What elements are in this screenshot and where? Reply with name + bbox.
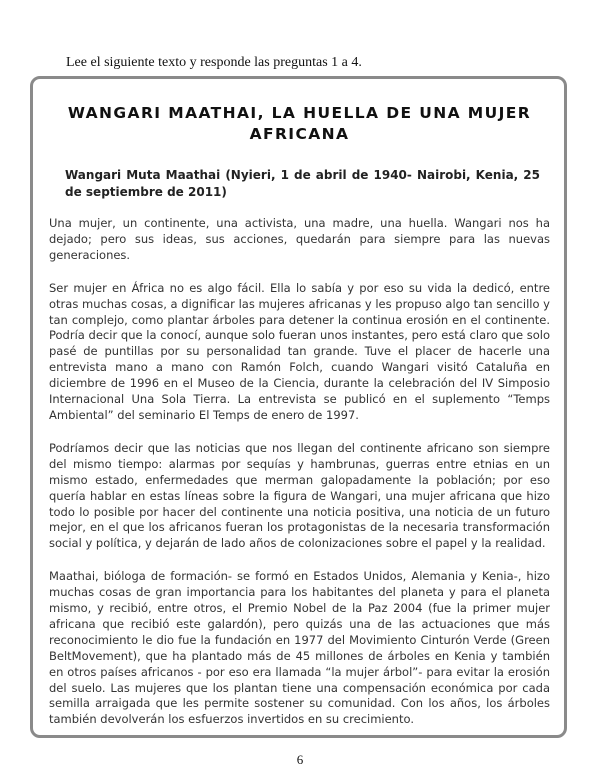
article-paragraph-2: Ser mujer en África no es algo fácil. Ella lo sabía y por eso su vida la dedicó, entre otras muchas cosas, a dignificar las mujeres africanas y les propuso algo tan sencillo y tan complejo, como plantar árboles para detener la continua erosión en el continente. Podría decir que la conocí, aunque solo fueran unos instantes, pero está claro que solo pasé de puntillas por su personalidad tan grande. Tuve el placer de hacerle una entrevista mano a mano con Ramón Folch, cuando Wangari visitó Cataluña en diciembre de 1996 en el Museo de la Ciencia, durante la celebración del IV Simposio Internacional Una Sola Tierra. La entrevista se publicó en el suplemento “Temps Ambiental” del seminario El Temps de enero de 1997. [49,280,550,422]
article-paragraph-1: Una mujer, un continente, una activista, una madre, una huella. Wangari nos ha dejado; pero sus ideas, sus acciones, quedarán para siempre para las nuevas generaciones. [49,216,550,262]
instruction-text: Lee el siguiente texto y responde las preguntas 1 a 4. [66,55,362,70]
page-number: 6 [296,752,304,767]
article-title: WANGARI MAATHAI, LA HUELLA DE UNA MUJER AFRICANA [67,104,532,143]
article-paragraph-3: Podríamos decir que las noticias que nos llegan del continente africano son siempre del mismo tiempo: alarmas por sequías y hambrunas, guerras entre etnias en un mismo estado, enfermedades que merman galopadamente la población; por eso quería hablar en estas líneas sobre la figura de Wangari, una mujer africana que hizo todo lo posible por hacer del continente una noticia positiva, una noticia de un futuro mejor, en el que los africanos fueran los protagonistas de la necesaria transformación social y política, y dejarán de lado años de colonizaciones sobre el papel y la realidad. [49,440,550,551]
article-box [30,76,567,738]
article-subtitle: Wangari Muta Maathai (Nyieri, 1 de abril de 1940- Nairobi, Kenia, 25 de septiembre de 2011) [65,168,540,199]
article-paragraph-4: Maathai, bióloga de formación- se formó en Estados Unidos, Alemania y Kenia-, hizo muchas cosas de gran importancia para los habitantes del planeta y para el planeta mismo, y recibió, entre otros, el Premio Nobel de la Paz 2004 (fue la primer mujer africana que recibió este galardón), pero quizás una de las actuaciones que más reconocimiento le dio fue la fundación en 1977 del Movimiento Cinturón Verde (Green BeltMovement), que ha plantado más de 45 millones de árboles en Kenia y también en otros países africanos - por eso era llamada “la mujer árbol”- para evitar la erosión del suelo. Las mujeres que los plantan tiene una compensación económica por cada semilla arraigada que les permite sostener su comunidad. Con los años, los árboles también devolverán los esfuerzos invertidos en su crecimiento. [49,569,550,727]
